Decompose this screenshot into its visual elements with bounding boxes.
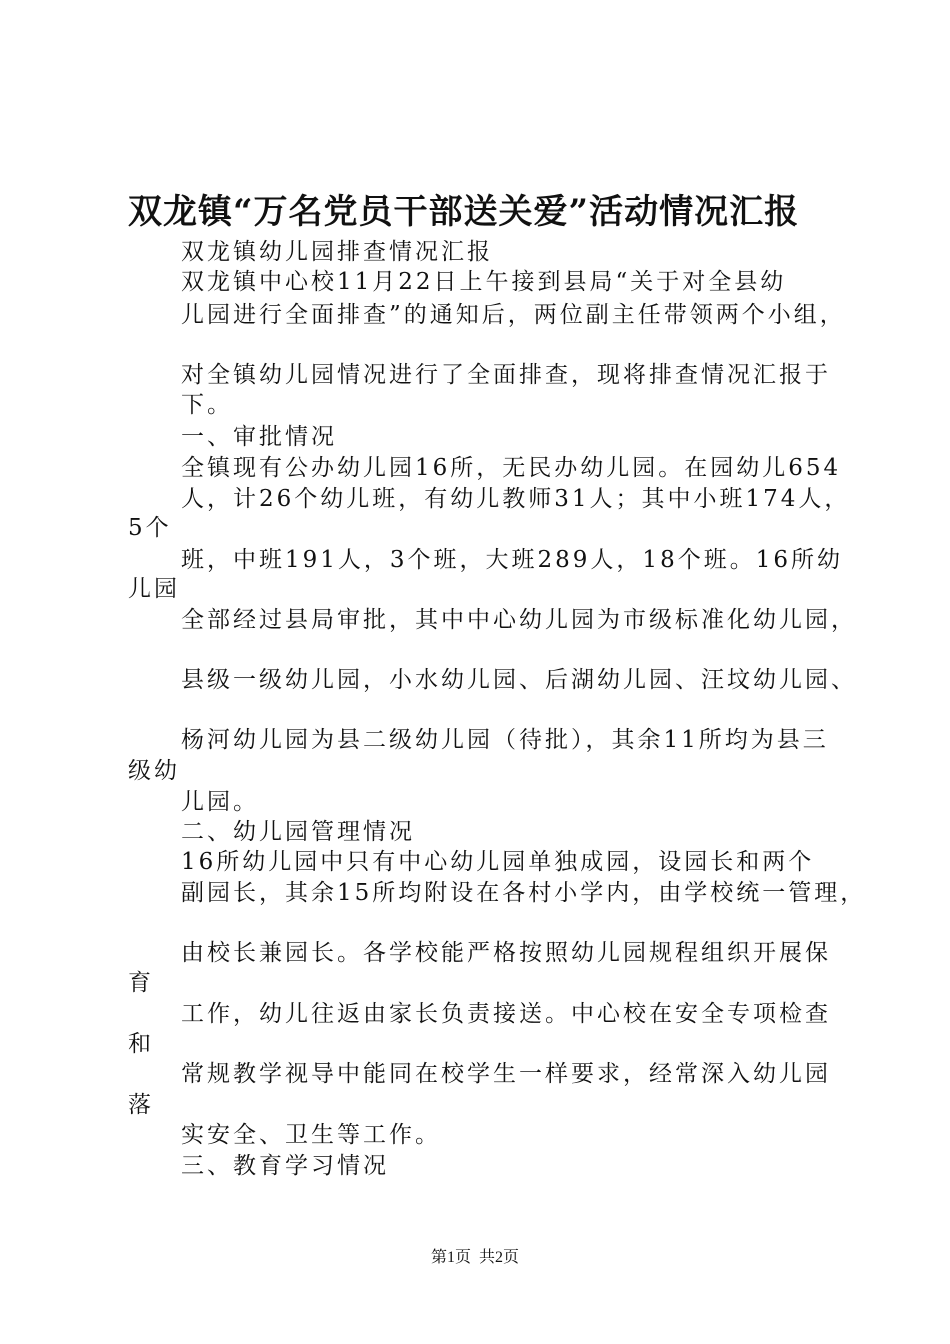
body-line: 下。 bbox=[181, 392, 233, 418]
body-line: 育 bbox=[128, 970, 154, 996]
page-footer bbox=[0, 1244, 950, 1267]
body-line: 儿园。 bbox=[181, 789, 259, 815]
body-line: 儿园 bbox=[128, 576, 180, 602]
body-line: 级幼 bbox=[128, 758, 180, 784]
section-heading: 三、教育学习情况 bbox=[181, 1153, 389, 1179]
body-line: 由校长兼园长。各学校能严格按照幼儿园规程组织开展保 bbox=[181, 940, 831, 966]
body-line: 常规教学视导中能同在校学生一样要求，经常深入幼儿园 bbox=[181, 1061, 831, 1087]
body-line: 5个 bbox=[128, 515, 172, 541]
page-total: 共2页 bbox=[479, 1249, 520, 1266]
document-title: 双龙镇“万名党员干部送关爱”活动情况汇报 bbox=[128, 192, 800, 232]
body-line: 16所幼儿园中只有中心幼儿园单独成园，设园长和两个 bbox=[181, 849, 815, 875]
body-line: 全镇现有公办幼儿园16所，无民办幼儿园。在园幼儿654 bbox=[181, 455, 842, 481]
body-line: 双龙镇中心校11月22日上午接到县局“关于对全县幼 bbox=[181, 269, 787, 295]
body-line: 副园长，其余15所均附设在各村小学内，由学校统一管理， bbox=[181, 880, 867, 906]
body-line: 人，计26个幼儿班，有幼儿教师31人；其中小班174人， bbox=[181, 486, 851, 512]
body-line: 县级一级幼儿园，小水幼儿园、后湖幼儿园、汪坟幼儿园、 bbox=[181, 667, 857, 693]
body-line: 工作，幼儿往返由家长负责接送。中心校在安全专项检查 bbox=[181, 1001, 831, 1027]
body-line: 全部经过县局审批，其中中心幼儿园为市级标准化幼儿园， bbox=[181, 607, 857, 633]
section-heading: 二、幼儿园管理情况 bbox=[181, 819, 415, 845]
section-heading: 一、审批情况 bbox=[181, 424, 337, 450]
body-line: 儿园进行全面排查”的通知后，两位副主任带领两个小组， bbox=[181, 302, 846, 328]
body-line: 班，中班191人，3个班，大班289人，18个班。16所幼 bbox=[181, 547, 843, 573]
body-line: 落 bbox=[128, 1092, 154, 1118]
body-line: 实安全、卫生等工作。 bbox=[181, 1122, 441, 1148]
body-line: 和 bbox=[128, 1031, 154, 1057]
page-number: 第1页 bbox=[430, 1249, 471, 1266]
body-line: 杨河幼儿园为县二级幼儿园（待批），其余11所均为县三 bbox=[181, 727, 829, 753]
body-line: 对全镇幼儿园情况进行了全面排查，现将排查情况汇报于 bbox=[181, 362, 831, 388]
body-line: 双龙镇幼儿园排查情况汇报 bbox=[181, 239, 493, 265]
